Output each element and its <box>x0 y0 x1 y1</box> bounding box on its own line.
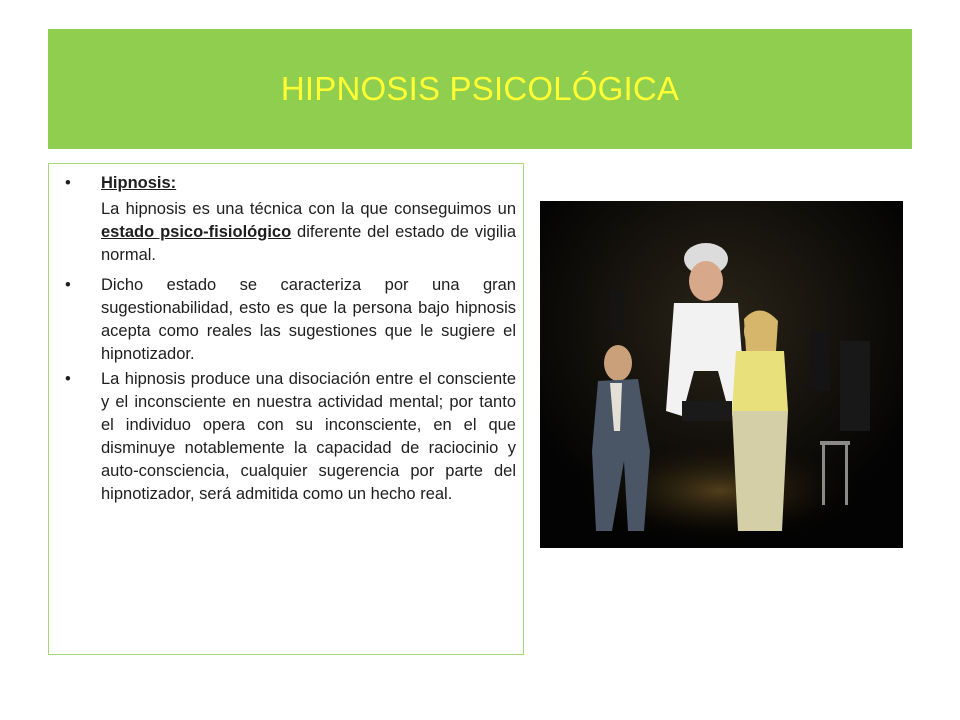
definition-after: diferente del estado de vigilia normal. <box>101 223 517 264</box>
bullet-text: La hipnosis produce una disociación entre el consciente y el inconsciente en nuestra actividad mental; por tanto el individuo opera con su inconsciente, en el que disminuye notablemente la capacidad de raciocinio y auto-consciencia, cualquier sugerencia por parte del hipnotizador, será admitida como un hecho real. <box>101 370 516 503</box>
bullet-dot: • <box>65 276 71 294</box>
stage-hypnosis-photo <box>540 201 903 548</box>
bullet-dot: • <box>65 370 71 388</box>
photo-illustration <box>540 201 903 548</box>
content-box <box>48 163 524 655</box>
definition-paragraph <box>101 198 516 267</box>
heading-hipnosis: Hipnosis: <box>101 174 177 192</box>
slide-title: HIPNOSIS PSICOLÓGICA <box>280 70 680 107</box>
bullet-text: Dicho estado se caracteriza por una gran sugestionabilidad, esto es que la persona bajo hipnosis acepta como reales las sugestiones que le sugiere el hipnotizador. <box>101 276 516 363</box>
definition-before: La hipnosis es una técnica con la que conseguimos un <box>101 200 516 218</box>
title-bar <box>48 29 912 149</box>
definition-emphasis: estado psico-fisiológico <box>101 223 292 241</box>
bullet-dot: • <box>65 174 71 192</box>
